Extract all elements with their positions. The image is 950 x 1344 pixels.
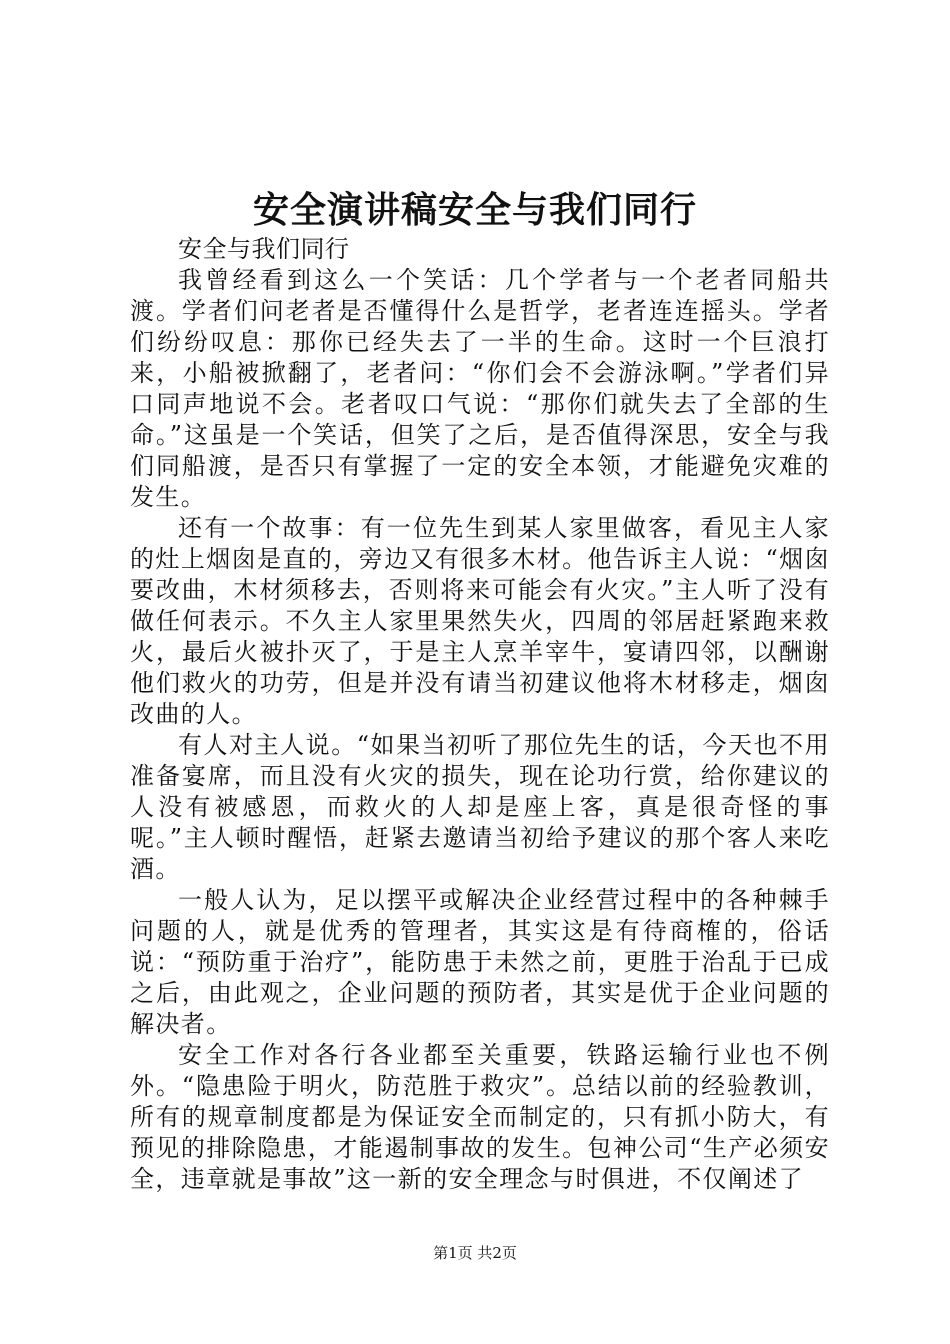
page-number-footer: 第1页 共2页 <box>433 1244 517 1262</box>
body-paragraph: 有人对主人说。“如果当初听了那位先生的话，今天也不用准备宴席，而且没有火灾的损失，现在论功行赏，给你建议的人没有被感恩，而救火的人却是座上客，真是很奇怪的事呢。”主人顿时醒悟，赶紧去邀请当初给予建议的那个客人来吃酒。 <box>130 731 830 883</box>
document-body <box>130 234 830 1195</box>
body-paragraph: 一般人认为，足以摆平或解决企业经营过程中的各种棘手问题的人，就是优秀的管理者，其实这是有待商榷的，俗话说：“预防重于治疗”，能防患于未然之前，更胜于治乱于已成之后，由此观之，企业问题的预防者，其实是优于企业问题的解决者。 <box>130 886 830 1038</box>
subtitle-paragraph: 安全与我们同行 <box>178 235 350 263</box>
document-title: 安全演讲稿安全与我们同行 <box>252 189 697 231</box>
body-paragraph: 安全工作对各行各业都至关重要，铁路运输行业也不例外。“隐患险于明火，防范胜于救灾”。总结以前的经验教训，所有的规章制度都是为保证安全而制定的，只有抓小防大，有预见的排除隐患，才能遏制事故的发生。包神公司“生产必须安全，违章就是事故”这一新的安全理念与时俱进，不仅阐述了 <box>130 1041 830 1193</box>
body-paragraph: 还有一个故事：有一位先生到某人家里做客，看见主人家的灶上烟囱是直的，旁边又有很多木材。他告诉主人说：“烟囱要改曲，木材须移去，否则将来可能会有火灾。”主人听了没有做任何表示。不久主人家里果然失火，四周的邻居赶紧跑来救火，最后火被扑灭了，于是主人烹羊宰牛，宴请四邻，以酬谢他们救火的功劳，但是并没有请当初建议他将木材移走，烟囱改曲的人。 <box>130 514 830 728</box>
body-paragraph: 我曾经看到这么一个笑话：几个学者与一个老者同船共渡。学者们问老者是否懂得什么是哲学，老者连连摇头。学者们纷纷叹息：那你已经失去了一半的生命。这时一个巨浪打来，小船被掀翻了，老者问：“你们会不会游泳啊。”学者们异口同声地说不会。老者叹口气说：“那你们就失去了全部的生命。”这虽是一个笑话，但笑了之后，是否值得深思，安全与我们同船渡，是否只有掌握了一定的安全本领，才能避免灾难的发生。 <box>130 266 830 511</box>
